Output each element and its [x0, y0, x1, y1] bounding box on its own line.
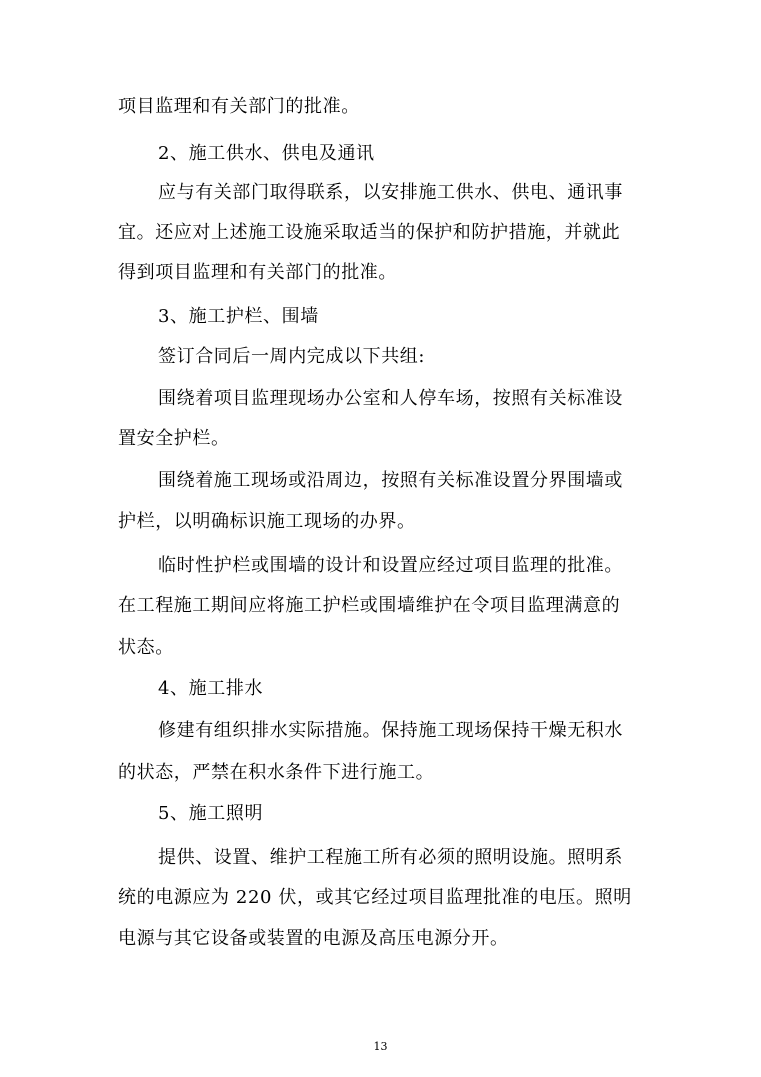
paragraph-line: 临时性护栏或围墙的设计和设置应经过项目监理的批准。 [158, 555, 623, 576]
page-number: 13 [373, 1040, 388, 1053]
paragraph-line: 置安全护栏。 [118, 428, 230, 449]
paragraph-line: 的状态，严禁在积水条件下进行施工。 [118, 762, 435, 783]
paragraph-line: 得到项目监理和有关部门的批准。 [118, 262, 397, 283]
paragraph-line: 在工程施工期间应将施工护栏或围墙维护在令项目监理满意的 [118, 595, 621, 616]
paragraph-line: 状态。 [118, 637, 174, 658]
paragraph-line: 护栏，以明确标识施工现场的办界。 [118, 511, 416, 532]
paragraph-line: 围绕着施工现场或沿周边，按照有关标准设置分界围墙或 [158, 470, 623, 491]
section-heading-fence-wall: 3、施工护栏、围墙 [158, 306, 319, 327]
section-heading-water-power-communication: 2、施工供水、供电及通讯 [158, 143, 375, 164]
paragraph-line: 提供、设置、维护工程施工所有必须的照明设施。照明系 [158, 847, 623, 868]
paragraph-continuation: 项目监理和有关部门的批准。 [118, 96, 360, 117]
paragraph-line: 签订合同后一周内完成以下共组: [158, 346, 426, 367]
paragraph-line: 宜。还应对上述施工设施采取适当的保护和防护措施，并就此 [118, 222, 621, 243]
paragraph-line: 围绕着项目监理现场办公室和人停车场，按照有关标准设 [158, 388, 623, 409]
section-heading-lighting: 5、施工照明 [158, 803, 264, 824]
paragraph-line: 电源与其它设备或装置的电源及高压电源分开。 [118, 928, 509, 949]
paragraph-line: 统的电源应为 220 伏，或其它经过项目监理批准的电压。照明 [118, 887, 632, 908]
section-heading-drainage: 4、施工排水 [158, 678, 264, 699]
paragraph-line: 修建有组织排水实际措施。保持施工现场保持干燥无积水 [158, 720, 623, 741]
paragraph-line: 应与有关部门取得联系，以安排施工供水、供电、通讯事 [158, 182, 623, 203]
